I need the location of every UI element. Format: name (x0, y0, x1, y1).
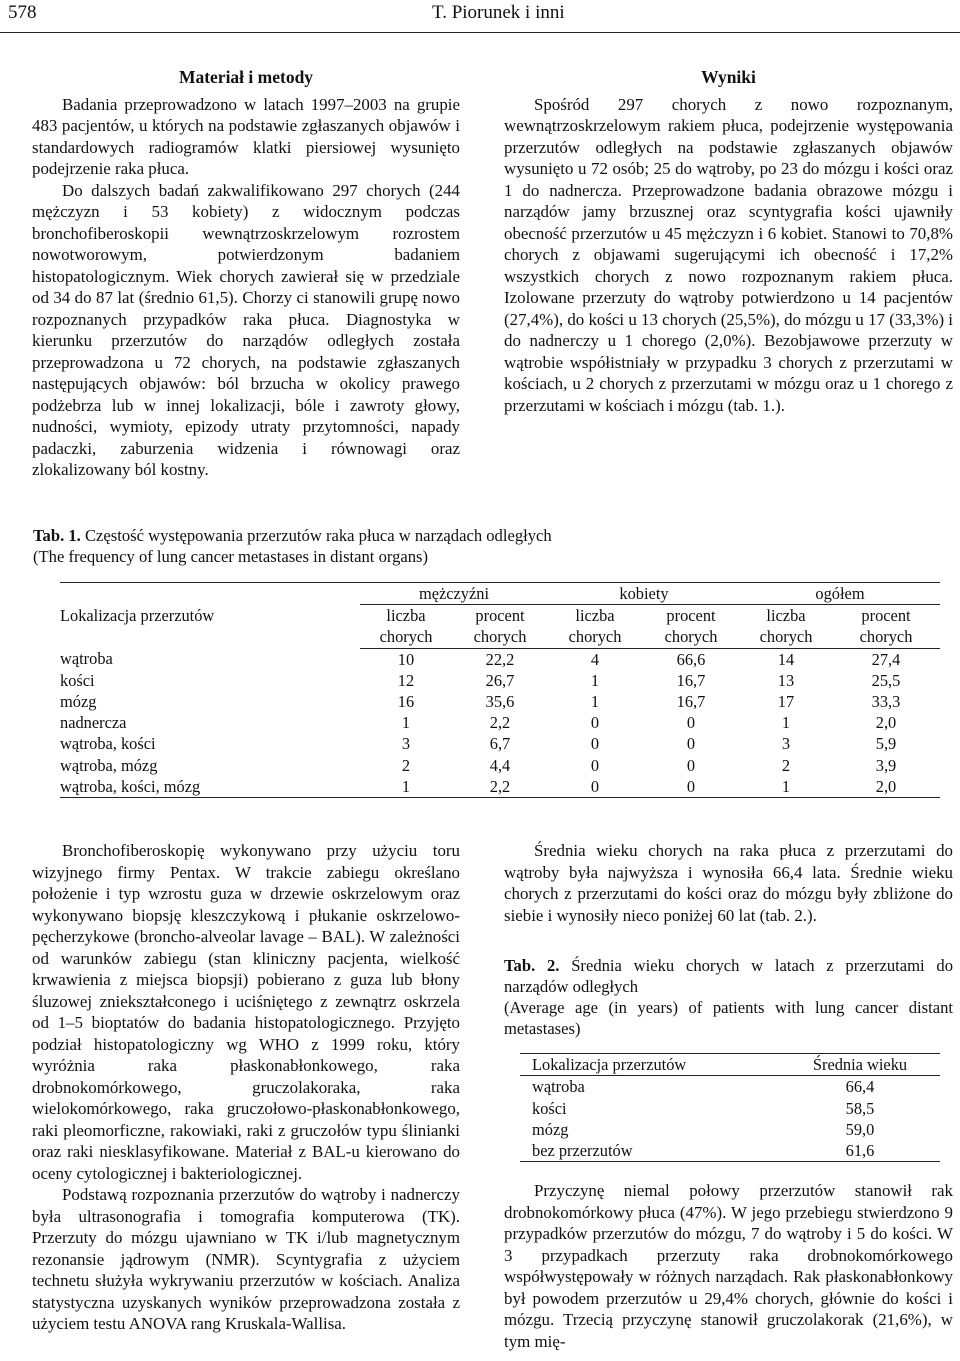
table1-cell: 1 (740, 776, 832, 798)
table1-caption-en: (The frequency of lung cancer metastases in distant organs) (33, 547, 429, 566)
table1-cell: 12 (397, 670, 415, 690)
table1-cell: 0 (686, 713, 696, 733)
table1-cell: 2,2 (452, 776, 548, 798)
table1-location: nadnercza (60, 713, 127, 733)
table1-cell: 66,6 (676, 649, 706, 669)
table1-cell: 0 (590, 713, 600, 733)
table1-subhead: chorych (360, 626, 452, 648)
table1-cell: 0 (686, 755, 696, 775)
table1-cell: 1 (590, 670, 600, 690)
table-row (60, 712, 940, 733)
table2-location: bez przerzutów (520, 1140, 780, 1162)
table-row (520, 1098, 940, 1119)
results-heading: Wyniki (701, 67, 756, 87)
table1-cell: 3,9 (875, 755, 897, 775)
results-paragraph: Spośród 297 chorych z nowo rozpoznanym, wewnątrzoskrzelowym rakiem płuca, podejrzenie występowania przerzutów odległych na podstawie zgłaszanych objawów wysunięto u 72 osób; 25 do wątroby, po 23 do mózgu i kości oraz 1 do nadnercza. Przeprowadzone badania obrazowe mózgu i narządów jamy brzusznej oraz scyntygrafia kości ujawniły obecność przerzutów u 45 mężczyzn i 6 kobiet. Stanowi to 70,8% chorych z objawami sugerującymi ich obecność i 17,2% wszystkich chorych z nowo rozpoznanym rakiem płuca. Izolowane przerzuty do wątroby potwierdzono u 14 pacjentów (27,4%), do kości u 13 chorych (25,5%), do mózgu u 17 (33,3%) i do nadnerczy u 1 chorego (2,0%). Bezobjawowe przerzuty w wątrobie współistniały w przypadku 3 chorych z przerzutami w kościach, u 2 chorych z przerzutami w mózgu oraz u 1 chorego z przerzutami w kościach i mózgu (tab. 1.). (504, 94, 953, 415)
table-row (60, 755, 940, 776)
methods-paragraph: Badania przeprowadzono w latach 1997–2003 na grupie 483 pacjentów, u których na podstawie zgłaszanych objawów i standardowych radiogramów klatki piersiowej wysunięto podejrzenie raka płuca. (32, 94, 460, 178)
table1-cell: 17 (777, 692, 795, 712)
table1-cell: 0 (548, 776, 642, 798)
table2-location: kości (532, 1098, 567, 1118)
table1-cell: 10 (397, 649, 415, 669)
table1-subhead: chorych (740, 626, 832, 648)
table1-subhead: liczba (386, 606, 426, 626)
table2 (520, 1053, 940, 1162)
table1-label: Tab. 1. (33, 526, 81, 545)
table1-cell: 0 (686, 734, 696, 754)
table1-subhead: liczba (575, 606, 615, 626)
lower-right-intro (504, 840, 953, 926)
table1-cell: 27,4 (871, 649, 901, 669)
methods-section (32, 67, 460, 481)
table1-cell: 25,5 (871, 670, 901, 690)
results-section (504, 67, 953, 416)
table1-cell: 16,7 (676, 692, 706, 712)
table1-subhead: chorych (832, 626, 940, 648)
table1-subhead: chorych (452, 626, 548, 648)
table1-cell: 2,2 (489, 713, 511, 733)
table2-location: mózg (532, 1120, 569, 1140)
table1-cell: 4,4 (489, 755, 511, 775)
methods-paragraph: Do dalszych badań zakwalifikowano 297 chorych (244 mężczyzn i 53 kobiety) z widocznym podczas bronchofiberoskopii wewnątrzoskrzelowym rozrostem nowotworowym, potwierdzonym badaniem histopatologicznym. Wiek chorych zawierał się w przedziale od 34 do 87 lat (średnio 61,5). Chorzy ci stanowili grupę nowo rozpoznanych przypadków raka płuca. Diagnostyka w kierunku przerzutów do narządów odległych została przeprowadzona u 72 chorych, na podstawie zgłaszanych następujących objawów: ból brzucha w okolicy prawego podżebrza lub w innej lokalizacji, bóle i zawroty głowy, nudności, wymioty, epizody utraty przytomności, napady padaczki, zaburzenia widzenia i równowagi oraz zlokalizowany ból kostny. (32, 180, 460, 479)
table1-cell: 2 (781, 755, 791, 775)
lower-left-column (32, 840, 460, 1335)
table1-cell: 6,7 (489, 734, 511, 754)
table-row (520, 1119, 940, 1140)
page-number: 578 (8, 2, 37, 23)
table-row (60, 648, 940, 670)
table1-subheader (60, 605, 940, 627)
body-paragraph: Przyczynę niemal połowy przerzutów stanowił rak drobnokomórkowy płuca (47%). W jego przebiegu stwierdzono 9 przypadków przerzutów do mózgu, 7 do wątroby i 5 do kości. W 3 przypadkach przerzuty raka drobnokomórkowego współwystępowały w różnych narządach. Rak płaskonabłonkowy był powodem przerzutów u 29,4% chorych, głównie do kości i mózgu. Trzecią przyczynę stanowił gruczolakorak (21,6%), w tym mię- (504, 1181, 953, 1351)
table2-age: 66,4 (845, 1077, 875, 1097)
table1-cell: 1 (360, 776, 452, 798)
table2-age: 61,6 (780, 1140, 940, 1162)
table1-cell: 3 (781, 734, 791, 754)
table1-cell: 13 (777, 670, 795, 690)
table1-cell: 26,7 (485, 670, 515, 690)
table1-cell: 22,2 (485, 649, 515, 669)
table1-group-header (60, 583, 940, 605)
running-title: T. Piorunek i inni (432, 2, 565, 23)
table1-cell: 2 (401, 755, 411, 775)
table1-cell: 35,6 (485, 692, 515, 712)
table2-caption (504, 955, 953, 1039)
table1-subhead: procent (666, 606, 716, 626)
table1-caption (33, 525, 933, 567)
table1-cell: 0 (642, 776, 740, 798)
table-row (60, 776, 940, 798)
body-paragraph: Bronchofiberoskopię wykonywano przy użyciu toru wizyjnego firmy Pentax. W trakcie zabiegu określano położenie i typ wzrostu guza w drzewie oskrzelowym oraz wykonywano biopsję kleszczykową i płukanie oskrzelowo-pęcherzykowe (broncho-alveolar lavage – BAL). W zależności od warunków zabiegu (stan kliniczny pacjenta, wielkość krwawienia z miejsca biopsji) pobierano z guza lub błony śluzowej zniekształconego i uciśniętego z zewnątrz oskrzela od 1–5 bioptatów do badania histopatologicznego. Przyjęto podział histopatologiczny wg WHO z 1999 roku, który wyróżnia raka płaskonabłonkowego, raka drobnokomórkowego, gruczolakoraka, raka wielokomórkowego, raka gruczołowo-płaskonabłonkowego, raki pleomorficzne, rakowiaki, raki z gruczołów typu ślinianki oraz raki niesklasyfikowane. Materiał z BAL-u kierowano do oceny cytologicznej i bakteriologicznej. (32, 841, 460, 1183)
table1-cell: 4 (590, 649, 600, 669)
table1-cell: 1 (590, 692, 600, 712)
table1-cell: 2,0 (832, 776, 940, 798)
methods-heading: Materiał i metody (178, 67, 314, 87)
table1-group-label: ogółem (740, 583, 940, 605)
table1-cell: 0 (590, 755, 600, 775)
table2-head-location: Lokalizacja przerzutów (520, 1054, 780, 1076)
table1-subhead: liczba (766, 606, 806, 626)
table1-location: wątroba, kości (60, 734, 156, 754)
table2-location: wątroba (532, 1077, 585, 1097)
body-paragraph: Podstawą rozpoznania przerzutów do wątroby i nadnerczy była ultrasonografia i tomografia komputerowa (TK). Przerzuty do mózgu ujawniano w TK i/lub magnetycznym rezonansie jądrowym (NMR). Scyntygrafia z użyciem technetu służyła wykrywaniu przerzutów w kościach. Analiza statystyczna uzyskanych wyników przeprowadzona została z użyciem testu ANOVA rang Kruskala-Wallisa. (32, 1185, 460, 1333)
table1-location: wątroba, mózg (60, 755, 158, 775)
table2-header (520, 1054, 940, 1076)
table-row (60, 733, 940, 754)
table1-location: kości (60, 670, 95, 690)
table1-cell: 33,3 (871, 692, 901, 712)
table1 (60, 582, 940, 798)
table1-subhead: chorych (642, 626, 740, 648)
body-paragraph: Średnia wieku chorych na raka płuca z przerzutami do wątroby była najwyższa i wynosiła 66,4 lata. Średnie wieku chorych z przerzutami do kości oraz do mózgu były zbliżone do siebie i wynosiły nieco poniżej 60 lat (tab. 2.). (504, 841, 953, 925)
table1-cell: 1 (781, 713, 791, 733)
table1-subhead: chorych (548, 626, 642, 648)
table1-cell: 2,0 (875, 713, 897, 733)
table2-caption-pl: Średnia wieku chorych w latach z przerzutami do narządów odległych (504, 956, 954, 996)
table2-label: Tab. 2. (504, 956, 560, 975)
table1-caption-pl: Częstość występowania przerzutów raka płuca w narządach odległych (84, 526, 552, 545)
table2-head-age: Średnia wieku (780, 1054, 940, 1076)
table1-subhead: procent (861, 606, 911, 626)
table-row (60, 670, 940, 691)
table1-cell: 3 (401, 734, 411, 754)
table1-cell: 16,7 (676, 670, 706, 690)
table1-location: wątroba, kości, mózg (60, 776, 360, 798)
table1-cell: 1 (401, 713, 411, 733)
table1-group-label: mężczyźni (360, 583, 548, 605)
table2-age: 58,5 (845, 1098, 875, 1118)
table1-corner: Lokalizacja przerzutów (60, 605, 215, 625)
table1-cell: 0 (590, 734, 600, 754)
table-row (520, 1140, 940, 1162)
table2-caption-en: (Average age (in years) of patients with lung cancer distant metastases) (504, 998, 953, 1038)
running-header (0, 0, 960, 40)
table1-cell: 16 (397, 692, 415, 712)
lower-right-column (504, 1180, 953, 1352)
table1-group-label: kobiety (548, 583, 740, 605)
table1-location: wątroba (60, 649, 113, 669)
header-rule (0, 32, 960, 33)
table1-cell: 5,9 (875, 734, 897, 754)
table1-location: mózg (60, 692, 97, 712)
table2-age: 59,0 (845, 1120, 875, 1140)
table1-subhead: procent (475, 606, 525, 626)
table1-cell: 14 (777, 649, 795, 669)
table-row (520, 1076, 940, 1098)
table-row (60, 691, 940, 712)
